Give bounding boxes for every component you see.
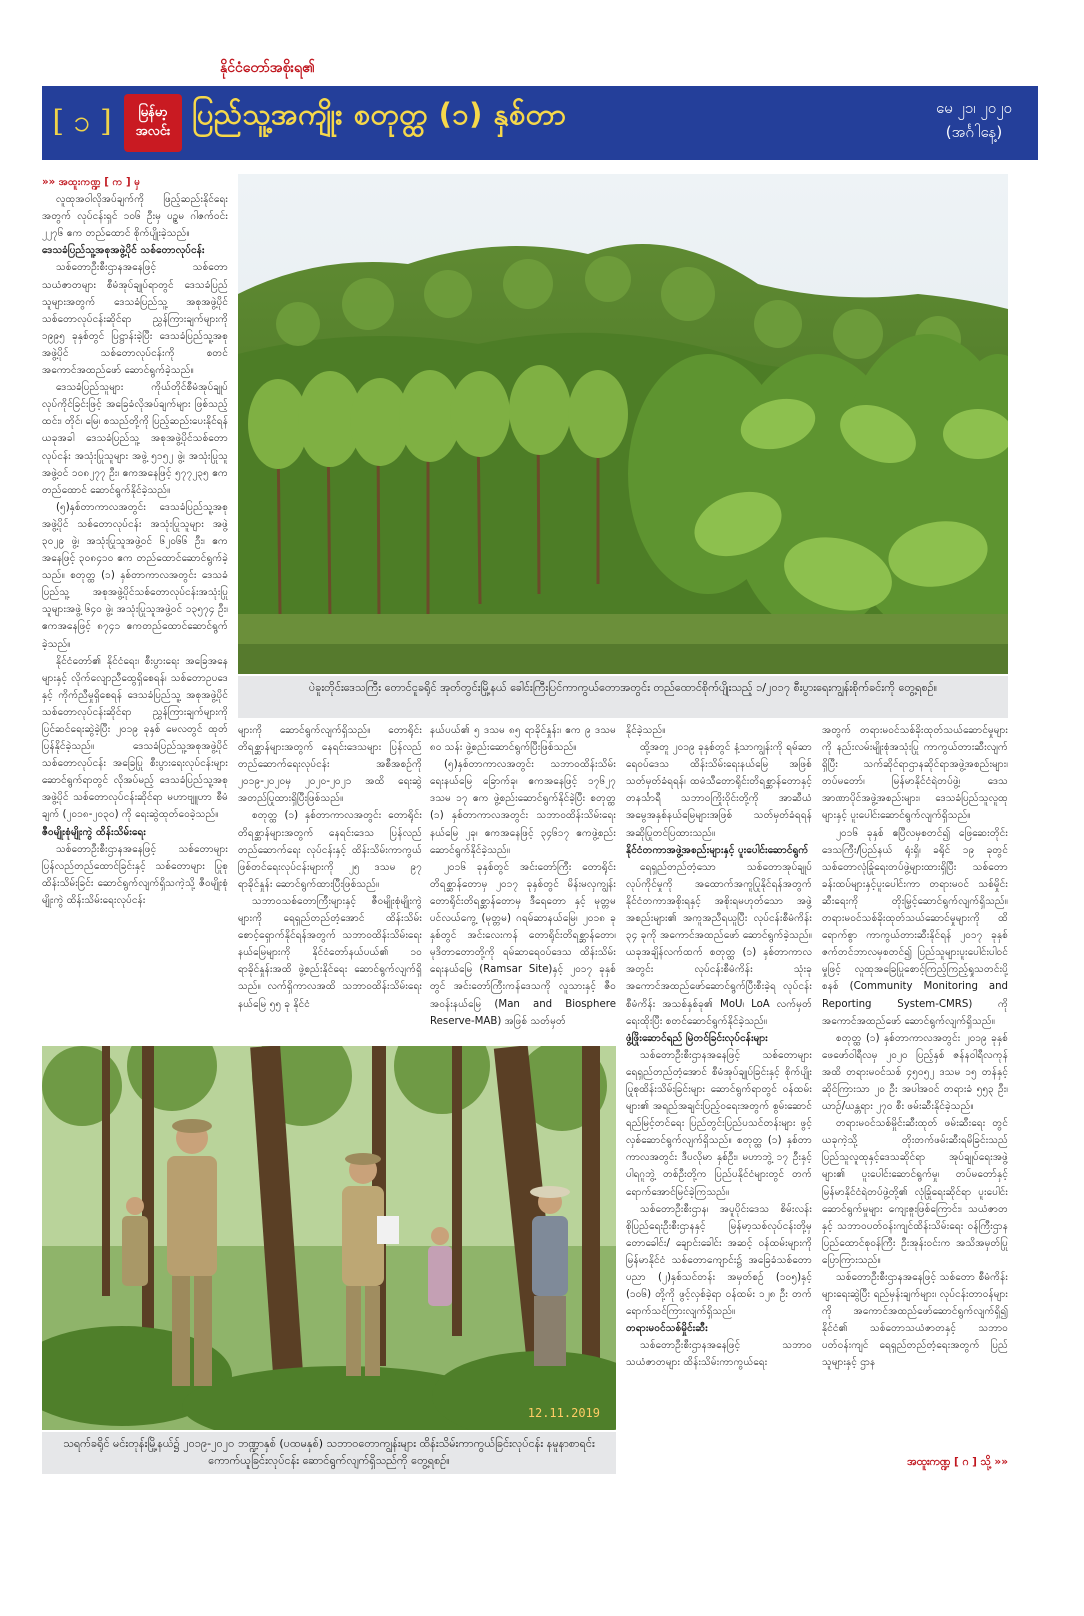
paragraph: သစ်တောဦးစီးဌာနအနေဖြင့် သစ်တောများ ပြန်လည်တည်ထောင်ခြင်းနှင့် သစ်တောများ ပြုစုထိန်းသိမ်းခြင်း ဆောင်ရွက်လျက်ရှိသကဲ့သို့ ဇီဝမျိုးစုံမျိုးကွဲ ထိန်းသိမ်းရေးလုပ်ငန်း	[42, 843, 228, 906]
article-column-5	[822, 722, 1008, 1452]
paragraph: ၂၀၁၆ ခုနှစ်တွင် အင်းတော်ကြီး တောရိုင်းတိရစ္ဆာန်တောမှ ၂၀၁၇ ခုနှစ်တွင် မိန်းမလှကျွန်းတောရိုင်းတိရစ္ဆာန်တောမှ ဒီရေတော နှင့် မုတ္တမပင်လယ်ကွေ့ (မုတ္တမ) ဂရမ်ဆာနယ်မြေ၊ ၂၀၁၈ ခုနှစ်တွင် အင်းလေးကန် တောရိုင်းတိရစ္ဆာန်တော၊ မုဒိတာတောတို့ကို ရမ်ဆာရေဝပ်ဒေသ ထိန်းသိမ်းရေးနယ်မြေ (Ramsar Site)နှင့် ၂၀၁၇ ခုနှစ်တွင် အင်းတော်ကြီးကန်ဒေသကို လူသားနှင့် ဇီဝအဝန်းနယ်မြေ (Man and Biosphere Reserve-MAB) အဖြစ် သတ်မှတ်	[430, 861, 616, 1027]
paragraph: ဒေသခံပြည်သူများ ကိုယ်တိုင်စီမံအုပ်ချုပ်လုပ်ကိုင်ခြင်းဖြင့် အခြေခံလိုအပ်ချက်များ ဖြစ်သည့် ထင်း၊ တိုင်၊ မြေ၊ စသည်တို့ကို ပြည့်ဆည်းပေးနိုင်ရန် ယခုအခါ ဒေသခံပြည်သူ့ အစုအဖွဲ့ပိုင်သစ်တောလုပ်ငန်း အသုံးပြုသူများ အဖွဲ့ ၅၁၅၂ ဖွဲ့၊ အသုံးပြုသူအဖွဲ့ဝင် ၁၀၈၂၇၇ ဦး၊ ဧကအနေဖြင့် ၅၇၇၂၃၅ ဧက တည်ထောင် ဆောင်ရွက်နိုင်ခဲ့သည်။	[42, 382, 228, 496]
continued-from: »» အထူးကဏ္ဍ [ က ] မှ	[42, 177, 141, 188]
paragraph: သစ်တောဦးစီးဌာနအနေဖြင့် သဘာဝသယံဇာတများ ထိန်းသိမ်းကာကွယ်ရေး	[626, 1340, 812, 1369]
newspaper-logo: မြန်မာ့အလင်း	[124, 94, 182, 152]
top-photo-caption: ပဲခူးတိုင်းဒေသကြီး တောင်ငူခရိုင် အုတ်တွင်းမြို့နယ် ခေါင်းကြီးပြင်ကာကွယ်တောအတွင်း တည်ထောင်စိုက်ပျိုးသည့် ၁/၂၀၁၇ စီးပွားရေးကျွန်းစိုက်ခင်းကို တွေ့ရစဉ်။	[238, 676, 1008, 718]
paragraph: စတုတ္ထ (၁) နှစ်တာကာလအတွင်း တောရိုင်းတိရစ္ဆာန်များအတွက် နေရင်းဒေသ ပြန်လည်တည်ဆောက်ရေး လုပ်ငန်းနှင့် ထိန်းသိမ်းကာကွယ် ဖြစ်တင်ရေးလုပ်ငန်းများကို ၂၅ ဒသမ ၉၇ ရာခိုင်နှုန်း ဆောင်ရွက်ထားပြီးဖြစ်သည်။	[238, 810, 422, 890]
paragraph: ထို့အတူ ၂၀၁၉ ခုနှစ်တွင် နံ့သာကျွန်းကို ရမ်ဆာရေဝပ်ဒေသ ထိန်းသိမ်းရေးနယ်မြေ အဖြစ် သတ်မှတ်ခံရရန်၊ ထမံသီတောရိုင်းတိရစ္ဆာန်တောနှင့် တနင်္သာရီ သဘာဝကြိုးဝိုင်းတို့ကို အာဆီယံအမွေအနှစ်နယ်မြေများအဖြစ် သတ်မှတ်ခံရရန် အဆိုပြုတင်ပြထားသည်။	[626, 742, 812, 839]
survey-illustration	[42, 1046, 616, 1430]
paragraph: ၂၀၁၆ ခုနှစ် ဧပြီလမှစတင်၍ ဖြေဆေးတိုင်းဒေသကြီး/ပြည်နယ် ရုံးရှိ၊ ခရိုင် ၁၉ ခုတွင် သစ်တောလုံခြုံရေးတပ်ဖွဲ့များထားရှိပြီး သစ်တောခန်းထပ်များနှင့်ပူးပေါင်းကာ တရားမဝင် သစ်မှိုင်းဆီးရေးကို တိုးမြှင့်ဆောင်ရွက်လျက်ရှိသည်။ တရားမဝင်သစ်ခိုးထုတ်သယ်ဆောင်မှုများကို ထိရောက်စွာ ကာကွယ်တားဆီးနိုင်ရန် ၂၀၁၇ ခုနှစ် ဇက်တင်ဘာလမှစတင်၍ ပြည်သူများပူးပေါင်းပါဝင်မှုဖြင့် လူထုအခြေပြုစောင့်ကြည့်ကြည့်ရှုသတင်းပို့စနစ် (Community Monitoring and Reporting System-CMRS) ကို အကောင်အထည်ဖော် ဆောင်ရွက်လျက်ရှိသည်။	[822, 827, 1008, 1027]
photo-date-stamp: 12.11.2019	[527, 1406, 600, 1420]
article-column-3	[430, 722, 616, 1040]
article-column-1	[42, 174, 228, 1034]
paragraph: နယ်ပယ်၏ ၅ ဒသမ ၈၅ ရာခိုင်နှုန်း၊ ဧက ၉ ဒသမ ၈၀ သန်း ဖွဲ့စည်းဆောင်ရွက်ပြီးဖြစ်သည်။	[430, 725, 616, 754]
paragraph: အတွက် တရားမဝင်သစ်ခိုးထုတ်သယ်ဆောင်မှုများကို နည်းလမ်းမျိုးစုံအသုံးပြု ကာကွယ်တားဆီးလျက်ရှိပြီး သက်ဆိုင်ရာဌာနဆိုင်ရာအဖွဲ့အစည်းများ၊ တပ်မတော်၊ မြန်မာနိုင်ငံရဲတပ်ဖွဲ့၊ ဒေသအာဏာပိုင်အဖွဲ့အစည်းများ၊ ဒေသခံပြည်သူလူထုများနှင့် ပူးပေါင်းဆောင်ရွက်လျက်ရှိသည်။	[822, 725, 1008, 822]
paragraph: သစ်တောဦးစီးဌာနအနေဖြင့် သစ်တောများ ရေရှည်တည်တံ့အောင် စီမံအုပ်ချုပ်ခြင်းနှင့် စိုက်ပျိုးပြုစုထိန်းသိမ်းခြင်းများ ဆောင်ရွက်ရာတွင် ဝန်ထမ်းများ၏ အရည်အချင်းပြည့်ဝရေးအတွက် စွမ်းဆောင်ရည်မြင့်တင်ရေး ပြည်တွင်းပြည်ပသင်တန်းများ ဖွင့်လှစ်ဆောင်ရွက်လျက်ရှိသည်။ စတုတ္ထ (၁) နှစ်တာကာလအတွင်း ဒီပလိုမာ နှစ်ဦး၊ မဟာဘွဲ့ ၁၇ ဦးနှင့် ပါရဂူဘွဲ့ တစ်ဦးတို့က ပြည်ပနိုင်ငံများတွင် တက်ရောက်အောင်မြင်ခဲ့ကြသည်။	[626, 1049, 812, 1198]
bottom-photo-caption: သရက်ခရိုင် မင်းတုန်းမြို့နယ်၌ ၂၀၁၉-၂၀၂၀ ဘဏ္ဍာနှစ် (ပထမနှစ်) သဘာဝတောကျွန်းများ ထိန်းသိမ်းကာကွယ်ခြင်းလုပ်ငန်း နမူနာစာရင်းကောက်ယူခြင်းလုပ်ငန်း ဆောင်ရွက်လျက်ရှိသည်ကို တွေ့ရစဉ်။	[42, 1432, 616, 1474]
paragraph: နိုင်ခဲ့သည်။	[626, 725, 666, 736]
plantation-illustration	[238, 174, 1008, 674]
issue-date	[936, 96, 1012, 144]
paragraph: သစ်တောဦးစီးဌာနအနေဖြင့် သစ်တောသယံဇာတများ စီမံအုပ်ချုပ်ရာတွင် ဒေသခံပြည်သူများအတွက် ဒေသခံပြည်သူ့ အစုအဖွဲ့ပိုင် သစ်တောလုပ်ငန်းဆိုင်ရာ ညွှန်ကြားချက်များကို ၁၉၉၅ ခုနှစ်တွင် ပြဋ္ဌာန်းခဲ့ပြီး ဒေသခံပြည်သူ့အစုအဖွဲ့ပိုင် သစ်တောလုပ်ငန်းကို စတင်အကောင်အထည်ဖော် ဆောင်ရွက်ခဲ့သည်။	[42, 262, 228, 377]
issue-date-line2: (အင်္ဂါနေ့)	[945, 123, 1003, 141]
issue-date-line1: မေ ၂၁၊ ၂၀၂၀	[935, 99, 1012, 117]
paragraph: လူထုအဝါလိုအပ်ချက်ကို ဖြည့်ဆည်းနိုင်ရေးအတွက် လုပ်ငန်းရှင် ၁၀၆ ဦးမှ ပဉ္စမ ဂါဇက်ဝင်း ၂၂၇၆ ဧက တည်ထောင် စိုက်ပျိုးခဲ့သည်။	[42, 194, 228, 240]
forest-survey-photo	[42, 1046, 616, 1430]
continued-to: အထူးကဏ္ဍ [ ဂ ] သို့ »»	[907, 1456, 1008, 1468]
subheading: ဒေသခံပြည်သူ့အစုအဖွဲ့ပိုင် သစ်တောလုပ်ငန်း	[42, 245, 205, 257]
subheading: ဇီဝမျိုးစုံမျိုးကွဲ ထိန်းသိမ်းရေး	[42, 826, 146, 838]
article-column-2	[238, 722, 422, 1040]
masthead-banner	[42, 86, 1038, 160]
paragraph: စတုတ္ထ (၁) နှစ်တာကာလအတွင်း ၂၀၁၉ ခုနှစ် ဖေဖော်ဝါရီလမှ ၂၀၂၀ ပြည့်နှစ် ဇန်နဝါရီလကုန်အထိ တရားမဝင်သစ် ၄၅၀၅၂ ဒသမ ၁၅ တန်နှင့် ဆိုင်ကြားသာ ၂၀ ဦး အပါအဝင် တရားခံ ၅၅၃ ဦး၊ ယာဉ်/ယန္တရား ၂၇၀ စီး ဖမ်းဆီးနိုင်ခဲ့သည်။	[822, 1032, 1008, 1113]
paragraph: (၅)နှစ်တာကာလအတွင်း ဒေသခံပြည်သူ့အစုအဖွဲ့ပိုင် သစ်တောလုပ်ငန်း အသုံးပြုသူများ အဖွဲ့ ၃၀၂၉ ဖွဲ့၊ အသုံးပြုသူအဖွဲ့ဝင် ၆၂၀၆၆ ဦး၊ ဧကအနေဖြင့် ၃၀၈၄၁၀ ဧက တည်ထောင်ဆောင်ရွက်ခဲ့သည်။ စတုတ္ထ (၁) နှစ်တာကာလအတွင်း ဒေသခံပြည်သူ့ အစုအဖွဲ့ပိုင်သစ်တောလုပ်ငန်းအသုံးပြုသူများအဖွဲ့ ၆၄၀ ဖွဲ့၊ အသုံးပြုသူအဖွဲ့ဝင် ၁၃၅၇၄ ဦး၊ ဧကအနေဖြင့် ၈၇၄၁ ဧကတည်ထောင်ဆောင်ရွက် ခဲ့သည်။	[42, 501, 228, 650]
subheading: နိုင်ငံတကာအဖွဲ့အစည်းများနှင့် ပူးပေါင်းဆောင်ရွက်	[626, 844, 809, 856]
teak-plantation-photo	[238, 174, 1008, 674]
paragraph: သစ်တောဦးစီးဌာနအနေဖြင့် သစ်တော စီမံကိန်းများရေးဆွဲပြီး ရည်မှန်းချက်များ၊ လုပ်ငန်းတာဝန်များကို အကောင်အထည်ဖော်ဆောင်ရွက်လျက်ရှိ၍ နိုင်ငံ၏ သစ်တောသယံဇာတနှင့် သဘာဝပတ်ဝန်းကျင် ရေရှည်တည်တံ့ရေးအတွက် ပြည်သူများနှင့် ဌာန	[822, 1272, 1008, 1369]
header-topline: နိုင်ငံတော်အစိုးရ၏	[220, 60, 315, 76]
paragraph: သစ်တောဦးစီးဌာန၊ အပူပိုင်းဒေသ စိမ်းလန်းစိုပြည်ရေးဦးစီးဌာနနှင့် မြန်မာ့သစ်လုပ်ငန်းတို့မှ တောခေါင်း/ ချောင်းခေါင်း အဆင့် ဝန်ထမ်းများကို မြန်မာနိုင်ငံ သစ်တောကျောင်း၌ အခြေခံသစ်တောပညာ (၂)နှစ်သင်တန်း အမှတ်စဉ် (၁၀၅)နှင့် (၁၀၆) တို့ကို ဖွင့်လှစ်ခဲ့ရာ ဝန်ထမ်း ၁၂၈ ဦး တက်ရောက်သင်ကြားလျက်ရှိသည်။	[626, 1203, 812, 1318]
paragraph: (၅)နှစ်တာကာလအတွင်း သဘာဝထိန်းသိမ်းရေးနယ်မြေ ခြောက်ခု၊ ဧကအနေဖြင့် ၁၇၆၂၇ ဒသမ ၁၇ ဧက ဖွဲ့စည်းဆောင်ရွက်နိုင်ခဲ့ပြီး စတုတ္ထ (၁) နှစ်တာကာလအတွင်း သဘာဝထိန်းသိမ်းရေးနယ်မြေ ၂ခု၊ ဧကအနေဖြင့် ၃၄၆၁၇ ဧကဖွဲ့စည်းဆောင်ရွက်နိုင်ခဲ့သည်။	[430, 759, 616, 856]
paragraph: တရားမဝင်သစ်မှိုင်းဆီးထုတ် ဖမ်းဆီးရေး တွင် ယခုကဲ့သို့ တိုးတက်ဖမ်းဆီးရမိခြင်းသည် ပြည်သူလူထုနှင့်ဒေသဆိုင်ရာ အုပ်ချုပ်ရေးအဖွဲ့များ၏ ပူးပေါင်းဆောင်ရွက်မှု၊ တပ်မတော်နှင့် မြန်မာနိုင်ငံရဲတပ်ဖွဲ့တို့၏ လုံခြုံရေးဆိုင်ရာ ပူးပေါင်းဆောင်ရွက်မှုများ ကျေးဇူးဖြစ်ကြောင်း၊ သယံဇာတနှင့် သဘာဝပတ်ဝန်းကျင်ထိန်းသိမ်းရေး ဝန်ကြီးဌာန ပြည်ထောင်စုဝန်ကြီး ဦးအုန်းဝင်းက အသိအမှတ်ပြု ပြောကြားသည်။	[822, 1118, 1008, 1266]
paragraph: ရေရှည်တည်တံ့သော သစ်တောအုပ်ချုပ်လုပ်ကိုင်မှုကို အထောက်အကူပြုနိုင်ရန်အတွက် နိုင်ငံတကာအစိုးရနှင့် အစိုးရမဟုတ်သော အဖွဲ့အစည်းများ၏ အကူအညီရယူပြီး လုပ်ငန်းစီမံကိန်း ၃၄ ခုကို အကောင်အထည်ဖော် ဆောင်ရွက်ခဲ့သည်။ ယခုအချိန်လက်ထက် စတုတ္ထ (၁) နှစ်တာကာလအတွင်း လုပ်ငန်းစီမံကိန်း သုံးခု အကောင်အထည်ဖော်ဆောင်ရွက်ပြီးစီးခဲ့ရ လုပ်ငန်းစီမံကိန်း အသစ်နှစ်ခု၏ MoU၊ LoA လက်မှတ်ရေးထိုးပြီး စတင်ဆောင်ရွက်နိုင်ခဲ့သည်။	[626, 861, 812, 1027]
paragraph: သဘာဝသစ်တောကြီးများနှင့် ဇီဝမျိုးစုံမျိုးကွဲများကို ရေရှည်တည်တံ့အောင် ထိန်းသိမ်းစောင့်ရှောက်နိုင်ရန်အတွက် သဘာဝထိန်းသိမ်းရေးနယ်မြေများကို နိုင်ငံတော်နယ်ပယ်၏ ၁၀ ရာခိုင်နှုန်းအထိ ဖွဲ့စည်းနိုင်ရေး ဆောင်ရွက်လျက်ရှိသည်။ လက်ရှိကာလအထိ သဘာဝထိန်းသိမ်းရေးနယ်မြေ ၅၅ ခု နိုင်ငံ	[238, 895, 422, 1010]
page-number: [ ၁ ]	[52, 103, 112, 139]
subheading: တရားမဝင်သစ်မှိုင်းဆီး	[626, 1323, 708, 1335]
article-column-4	[626, 722, 812, 1474]
subheading: ဖွံ့ဖြိုးဆောင်ရည် မြဲတင်ခြင်းလုပ်ငန်းများ	[626, 1032, 768, 1044]
paragraph: နိုင်ငံတော်၏ နိုင်ငံရေး၊ စီးပွားရေး အခြေအနေများနှင့် လိုက်လျောညီထွေရှိစေရန်၊ သစ်တောဥပဒေနှင့် ကိုက်ညီမှုရှိစေရန် ဒေသခံပြည်သူ့ အစုအဖွဲ့ပိုင်သစ်တောလုပ်ငန်းဆိုင်ရာ ညွှန်ကြားချက်များကို ပြင်ဆင်ရေးဆွဲခဲ့ပြီး ၂၀၁၉ ခုနှစ် မေလတွင် ထုတ်ပြန်နိုင်ခဲ့သည်။ ဒေသခံပြည်သူ့အစုအဖွဲ့ပိုင် သစ်တောလုပ်ငန်း အခြေပြု စီးပွားရေးလုပ်ငန်းများ ဆောင်ရွက်ရာတွင် လိုအပ်မည့် ဒေသခံပြည်သူ့အစုအဖွဲ့ပိုင် သစ်တောလုပ်ငန်းဆိုင်ရာ မဟာဗျူဟာ စီမံချက် (၂၀၁၈-၂၀၃၀) ကို ရေးဆွဲထုတ်ဝေခဲ့သည်။	[42, 655, 228, 821]
paragraph: များကို ဆောင်ရွက်လျက်ရှိသည်။ တောရိုင်းတိရစ္ဆာန်များအတွက် နေရင်းဒေသများ ပြန်လည်တည်ဆောက်ရေးလုပ်ငန်း အစီအစဉ်ကို ၂၀၁၉-၂၀၂၀မှ ၂၀၂၀-၂၀၂၁ အထိ ရေးဆွဲ အတည်ပြုထားရှိပြီးဖြစ်သည်။	[238, 725, 422, 805]
section-title: ပြည်သူ့အကျိုး စတုတ္ထ (၁) နှစ်တာ	[192, 97, 567, 131]
